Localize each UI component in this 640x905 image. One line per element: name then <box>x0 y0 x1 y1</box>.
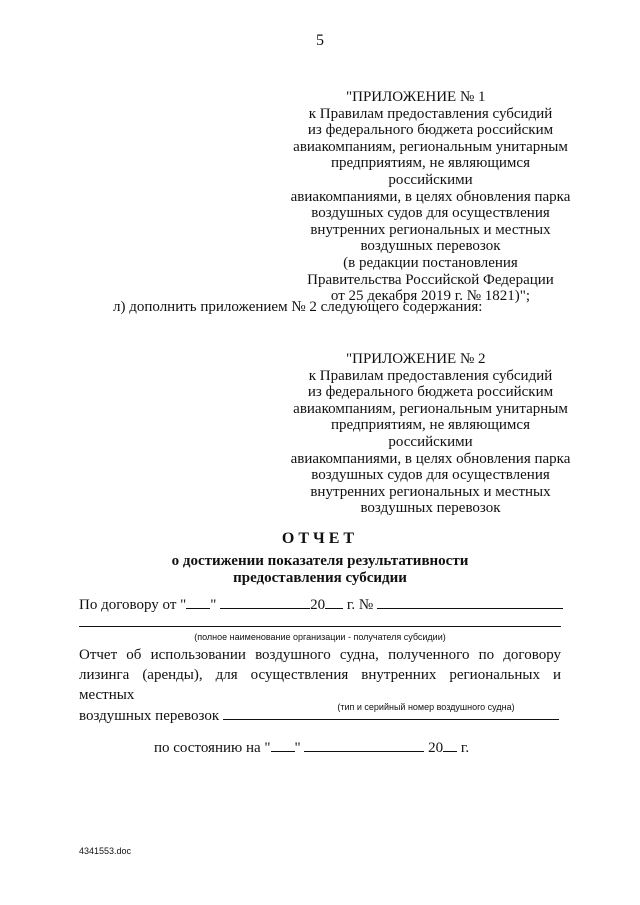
page-number: 5 <box>316 32 324 49</box>
appendix-2-line: внутренних региональных и местных <box>310 483 551 500</box>
footer-filename: 4341553.doc <box>79 846 132 856</box>
report-subtitle-line-2: предоставления субсидии <box>233 570 407 586</box>
paragraph-line-3: воздушных перевозок <box>79 708 559 724</box>
contract-year-blank[interactable] <box>325 594 343 609</box>
report-title: ОТЧЕТ <box>281 530 359 547</box>
appendix-1-line: воздушных перевозок <box>360 238 501 255</box>
contract-year: 20 <box>310 597 326 613</box>
appendix-1-line: авиакомпаниям, региональным унитарным <box>293 138 568 155</box>
appendix-2-line: воздушных судов для осуществления <box>311 467 550 484</box>
contract-prefix: По договору от " <box>79 597 187 613</box>
organization-caption: (полное наименование организации - получателя субсидии) <box>194 632 446 642</box>
appendix-2-line: авиакомпаниями, в целях обновления парка <box>290 450 571 467</box>
report-paragraph <box>79 645 561 726</box>
status-month-blank[interactable] <box>304 737 424 752</box>
report-subtitle-line-1: о достижении показателя результативности <box>171 553 469 569</box>
status-year-suffix: г. <box>457 740 470 756</box>
status-quote-close: " <box>294 740 301 756</box>
contract-year-suffix: г. № <box>343 597 374 613</box>
appendix-1-line: к Правилам предоставления субсидий <box>308 105 553 122</box>
status-year: 20 <box>428 740 444 756</box>
appendix-2-line: воздушных перевозок <box>360 500 501 517</box>
appendix-1-title: "ПРИЛОЖЕНИЕ № 1 <box>346 89 486 105</box>
appendix-1-line: предприятиям, не являющимся российскими <box>331 155 530 188</box>
appendix-1-line: (в редакции постановления <box>343 254 518 271</box>
appendix-1-line: Правительства Российской Федерации <box>307 271 554 288</box>
contract-day-blank[interactable] <box>186 594 210 609</box>
appendix-2-line: предприятиям, не являющимся российскими <box>331 417 530 450</box>
organization-name-blank[interactable] <box>79 626 561 627</box>
status-day-blank[interactable] <box>271 737 295 752</box>
appendix-2-line: авиакомпаниям, региональным унитарным <box>293 400 568 417</box>
appendix-1-line: авиакомпаниями, в целях обновления парка <box>290 188 571 205</box>
appendix-2-title: "ПРИЛОЖЕНИЕ № 2 <box>346 351 486 367</box>
appendix-2-line: к Правилам предоставления субсидий <box>308 367 553 384</box>
contract-quote-close: " <box>210 597 217 613</box>
appendix-1-line: внутренних региональных и местных <box>310 221 551 238</box>
status-prefix: по состоянию на " <box>154 740 271 756</box>
appendix-2-line: из федерального бюджета российским <box>307 384 554 401</box>
aircraft-caption: (тип и серийный номер воздушного судна) <box>337 702 515 712</box>
contract-number-blank[interactable] <box>377 594 563 609</box>
appendix-1-line: воздушных судов для осуществления <box>311 205 550 222</box>
appendix-1-header <box>288 89 573 305</box>
appendix-1-line: от 25 декабря 2019 г. № 1821)"; <box>330 288 531 305</box>
appendix-1-line: из федерального бюджета российским <box>307 122 554 139</box>
contract-month-blank[interactable] <box>220 594 310 609</box>
paragraph-line-2: лизинга (аренды), для осуществления внутренних региональных и местных <box>79 667 561 703</box>
paragraph-line-1: Отчет об использовании воздушного судна, полученного по договору <box>79 647 561 663</box>
appendix-2-header <box>288 351 573 517</box>
status-year-blank[interactable] <box>443 737 457 752</box>
status-line <box>154 737 469 757</box>
contract-line <box>79 594 563 614</box>
amendment-text: л) дополнить приложением № 2 следующего содержания: <box>113 299 483 315</box>
